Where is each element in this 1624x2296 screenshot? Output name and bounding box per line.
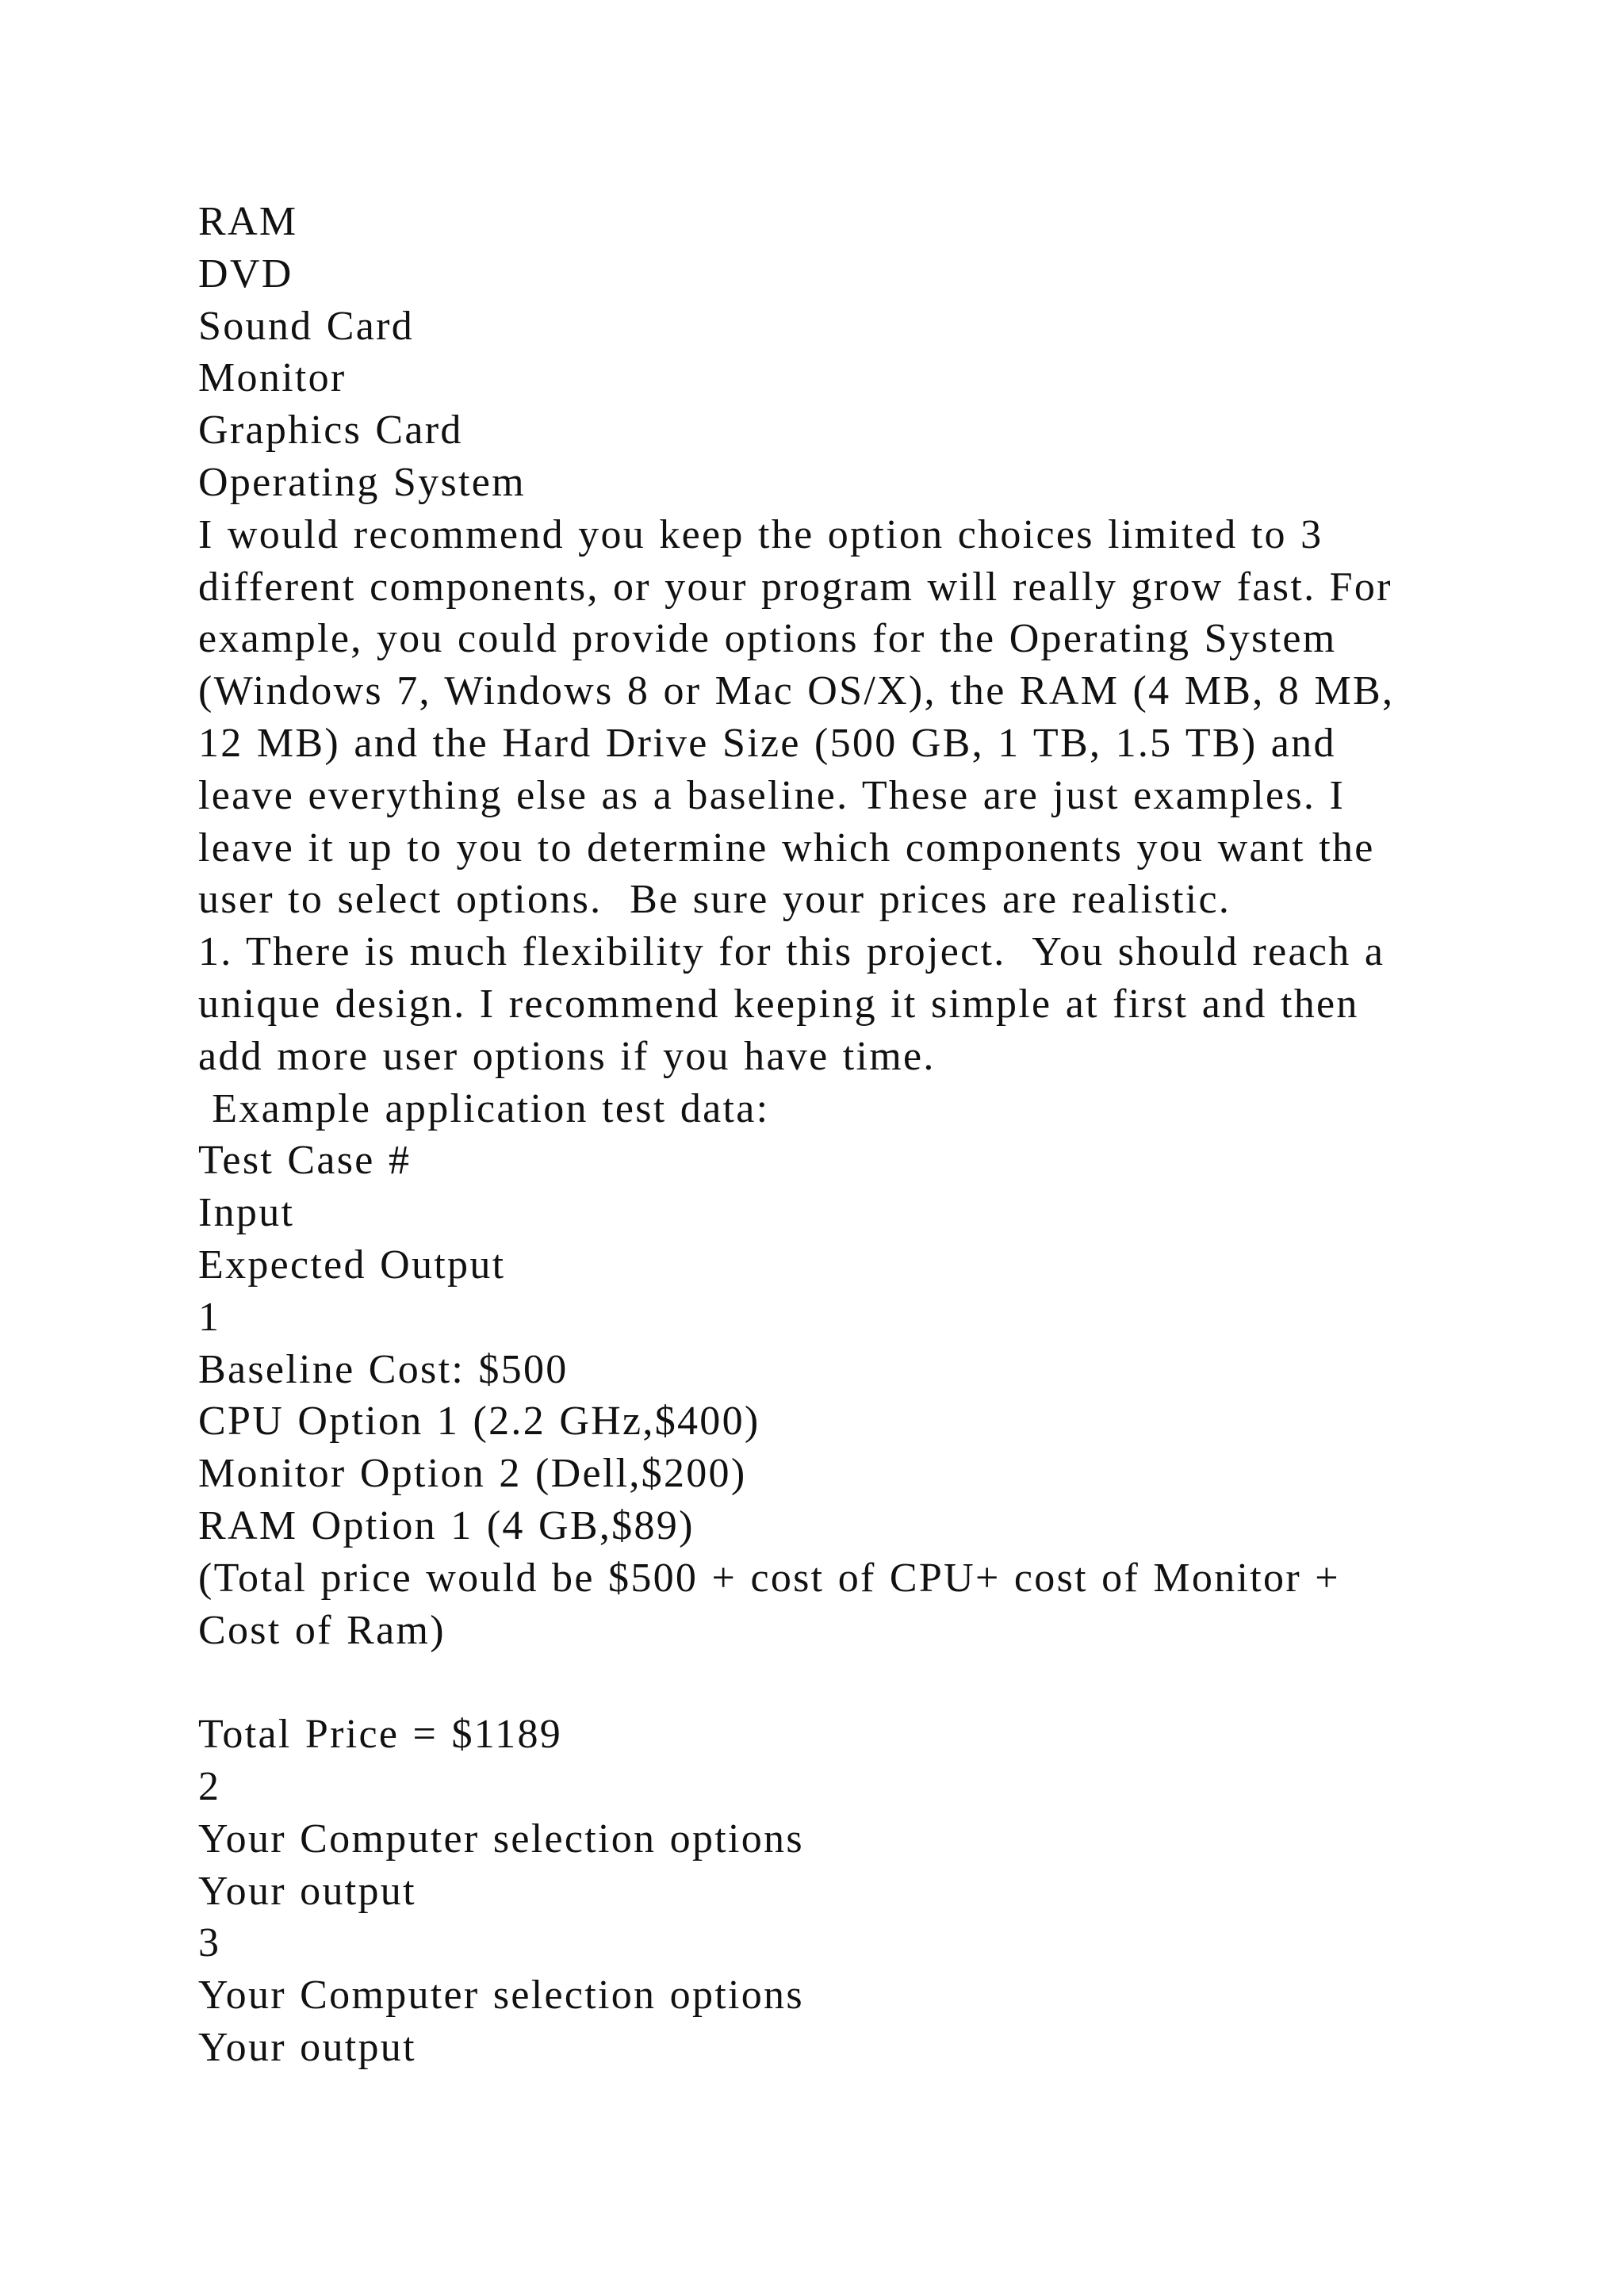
text-line: I would recommend you keep the option choices limited to 3 (198, 511, 1323, 557)
text-line: user to select options. Be sure your prices are realistic. (198, 877, 1231, 923)
text-line: 1 (198, 1294, 221, 1340)
text-line: (Windows 7, Windows 8 or Mac OS/X), the RAM (4 MB, 8 MB, (198, 668, 1395, 714)
text-line: Monitor Option 2 (Dell,$200) (198, 1451, 747, 1497)
text-line: example, you could provide options for the Operating System (198, 616, 1337, 662)
text-line: 2 (198, 1763, 221, 1809)
text-line: Your Computer selection options (198, 1816, 804, 1862)
text-line: leave everything else as a baseline. These are just examples. I (198, 772, 1346, 818)
text-line: Test Case # (198, 1138, 412, 1184)
text-line: 1. There is much flexibility for this project. You should reach a (198, 929, 1385, 975)
text-line: Input (198, 1190, 295, 1236)
text-line: Example application test data: (198, 1085, 770, 1131)
text-line: leave it up to you to determine which components you want the (198, 825, 1375, 871)
text-line: Operating System (198, 459, 526, 505)
text-line: CPU Option 1 (2.2 GHz,$400) (198, 1399, 760, 1445)
text-line: different components, or your program will really grow fast. For (198, 564, 1392, 610)
text-line: (Total price would be $500 + cost of CPU+ cost of Monitor + (198, 1555, 1340, 1601)
document-body (198, 196, 1546, 2074)
blank-line (198, 1656, 1546, 1709)
text-line: add more user options if you have time. (198, 1033, 936, 1079)
text-line: Monitor (198, 355, 347, 401)
text-line: Your output (198, 1868, 416, 1914)
text-line: Total Price = $1189 (198, 1712, 563, 1758)
text-line: Baseline Cost: $500 (198, 1346, 569, 1392)
text-line: unique design. I recommend keeping it simple at first and then (198, 981, 1359, 1027)
text-line: RAM Option 1 (4 GB,$89) (198, 1502, 695, 1548)
text-line: Your Computer selection options (198, 1973, 804, 2019)
text-line: DVD (198, 251, 293, 297)
text-line: Expected Output (198, 1242, 506, 1288)
text-line: Sound Card (198, 303, 414, 349)
text-line: Cost of Ram) (198, 1607, 446, 1653)
text-line: Graphics Card (198, 408, 463, 453)
text-line: RAM (198, 199, 298, 244)
text-line: Your output (198, 2024, 416, 2070)
text-line: 3 (198, 1920, 221, 1966)
text-line: 12 MB) and the Hard Drive Size (500 GB, 1 TB, 1.5 TB) and (198, 720, 1336, 766)
